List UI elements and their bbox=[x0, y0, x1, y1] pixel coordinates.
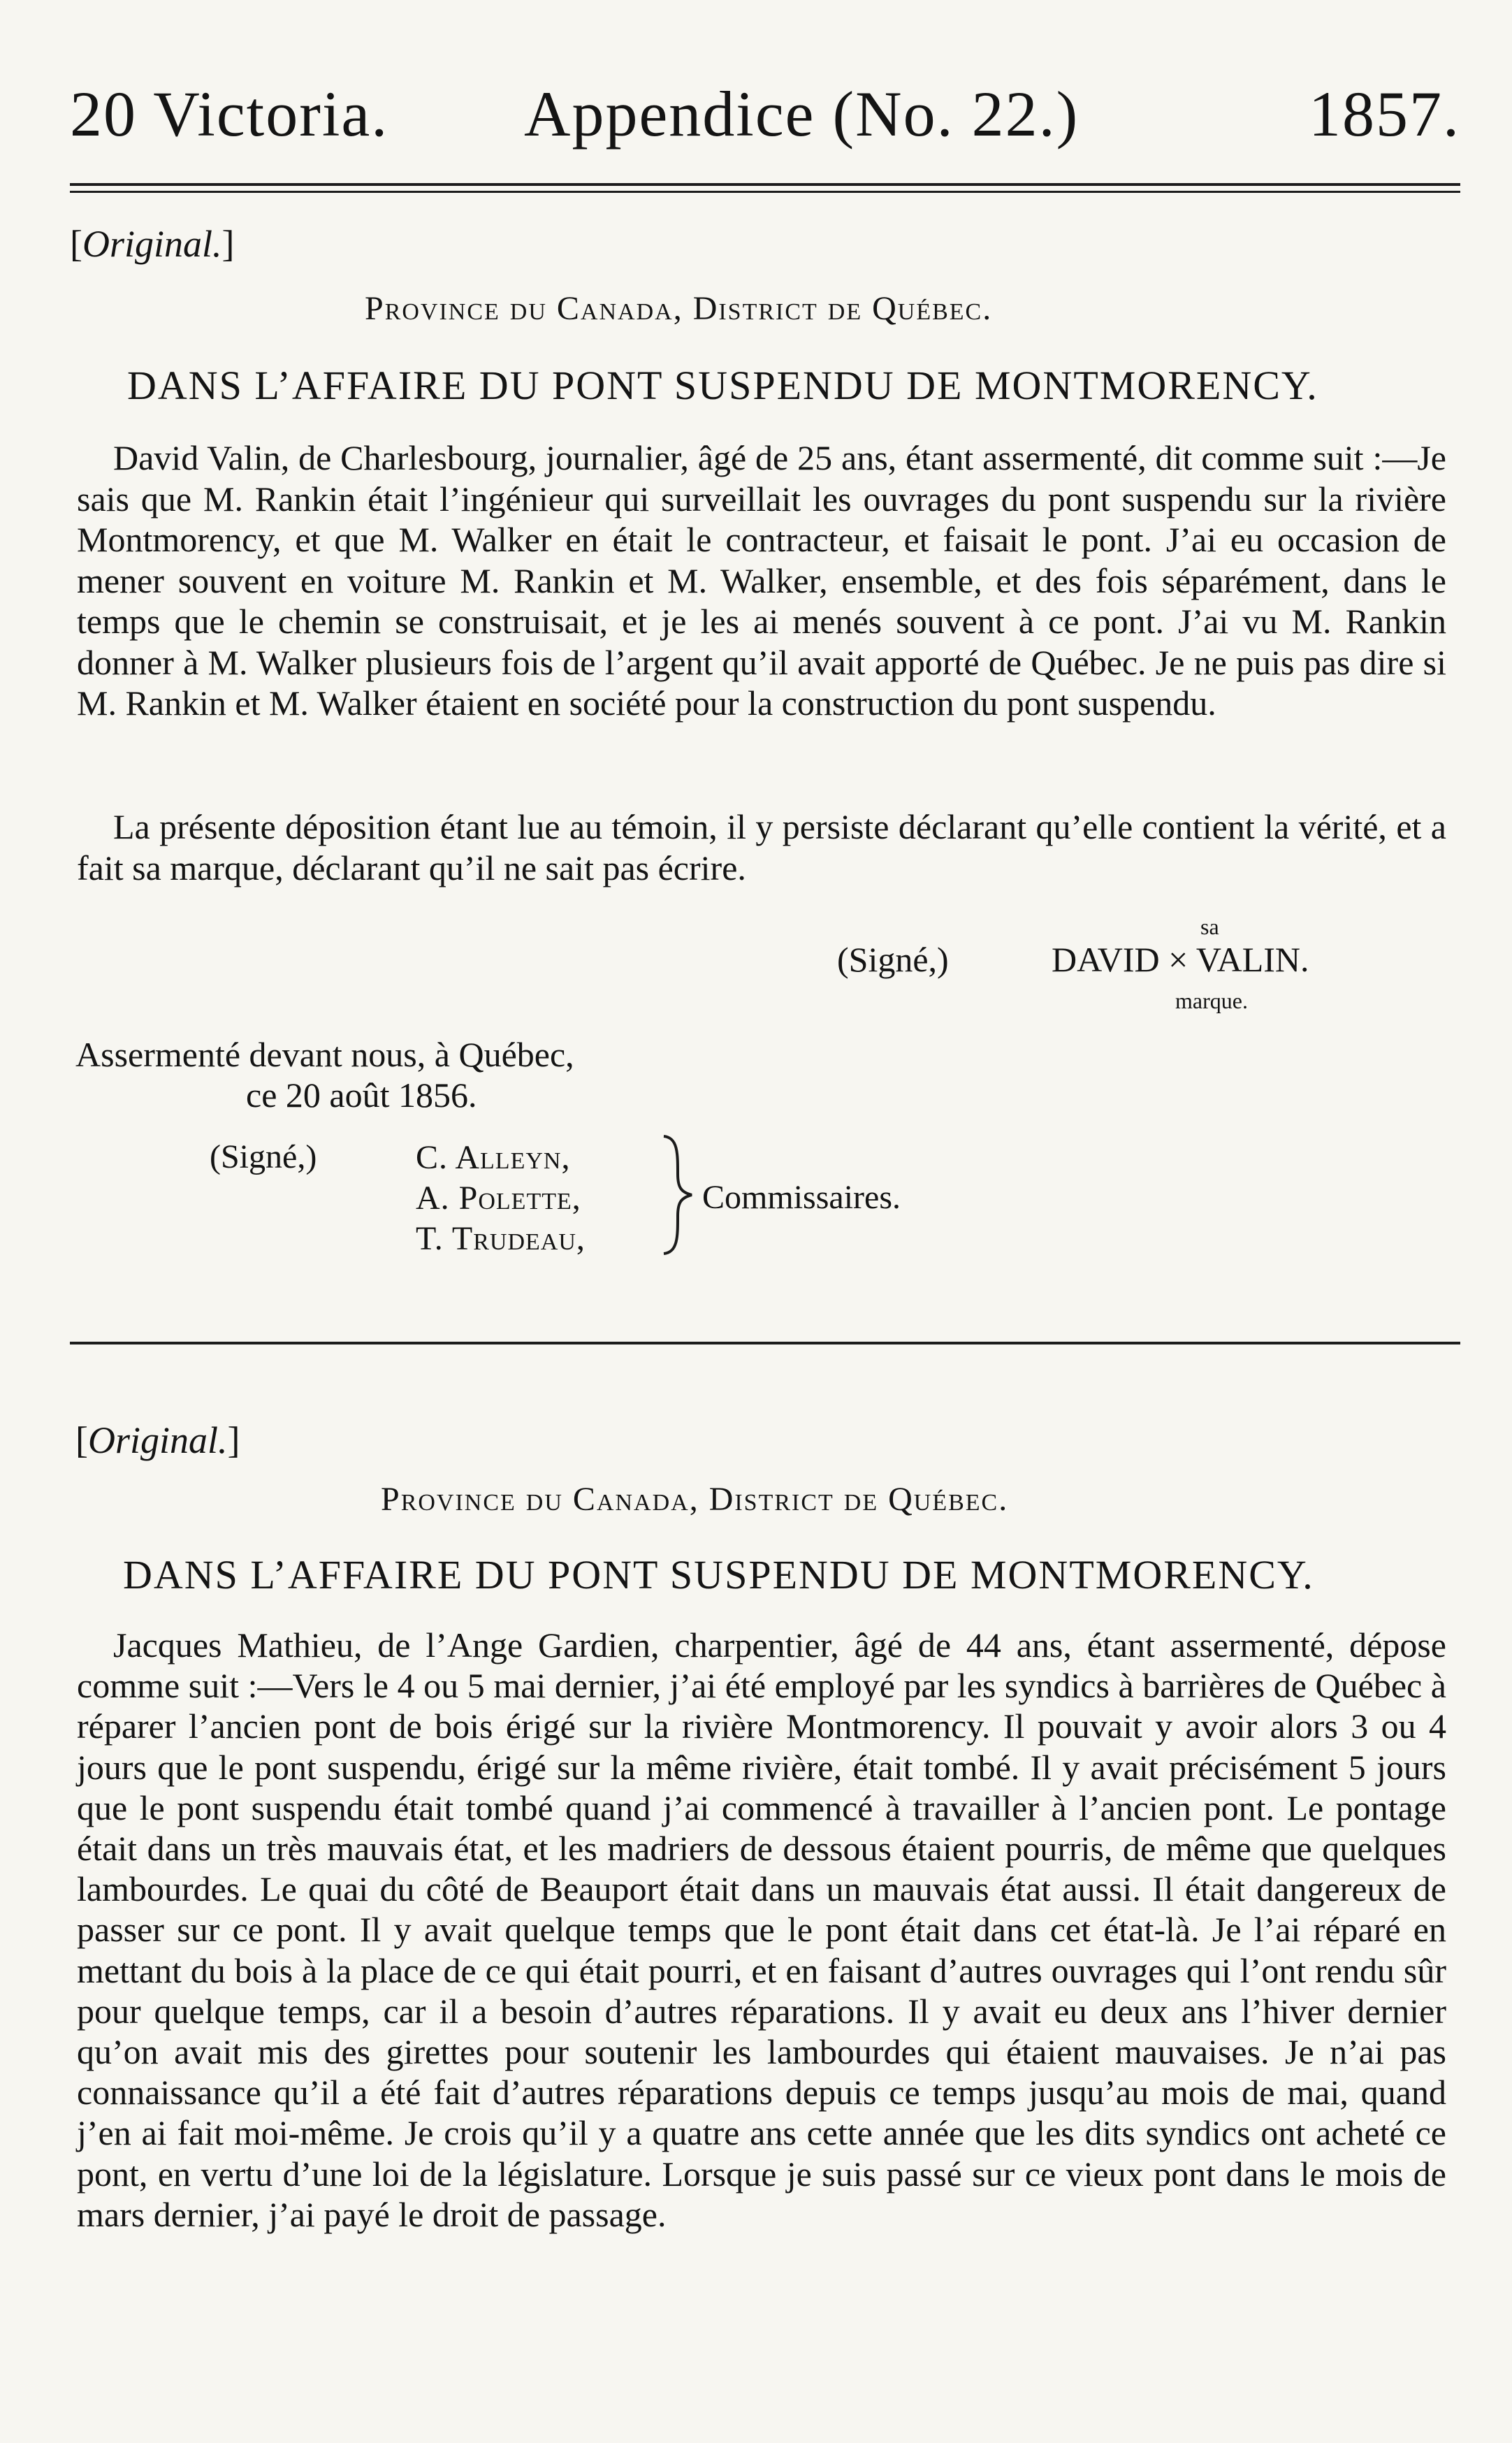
commissioners-signed-label: (Signé,) bbox=[210, 1138, 317, 1175]
running-header bbox=[70, 75, 1460, 152]
signed-label-1: (Signé,) bbox=[837, 940, 949, 979]
sworn-line-2: ce 20 août 1856. bbox=[246, 1075, 477, 1115]
original-label-2: [Original.] bbox=[75, 1419, 240, 1461]
original-label-1: [Original.] bbox=[70, 223, 235, 265]
province-line-2: Province du Canada, District de Québec. bbox=[381, 1481, 1009, 1518]
commissioner-alleyn: C. Alleyn, bbox=[416, 1139, 571, 1176]
closing-statement-1: La présente déposition étant lue au témoin, il y persiste déclarant qu’elle contient la vérité, et a fait sa marque, déclarant qu’il ne sait pas écrire. bbox=[77, 807, 1446, 887]
testimony-2: Jacques Mathieu, de l’Ange Gardien, charpentier, âgé de 44 ans, étant assermenté, dépose comme suit :—Vers le 4 ou 5 mai dernier, j’ai été employé par les syndics à barrières de Québec à réparer l’ancien pont de bois érigé sur la rivière Montmorency. Il pouvait y avoir alors 3 ou 4 jours que le pont suspendu, érigé sur la même rivière, était tombé. Il y avait précisément 5 jours que le pont suspendu était tombé quand j’ai commencé à travailler à l’ancien pont. Le pontage était dans un très mauvais état, et les madriers de dessous étaient pourris, de même que quelques lambourdes. Le quai du côté de Beauport était dans un mauvais état aussi. Il était dangereux de passer sur ce pont. Il y avait quelque temps que le pont était dans cet état-là. Je l’ai réparé en mettant du bois à la place de ce qui était pourri, et en faisant d’autres ouvrages qui l’ont rendu sûr pour quelque temps, car il a besoin d’autres réparations. Il y avait eu deux ans l’hiver dernier qu’on avait mis des girettes pour soutenir les lambourdes qui étaient mauvaises. Je n’ai pas connaissance qu’il a été fait d’autres réparations depuis ce temps jusqu’au mois de mai, quand j’en ai fait moi-même. Je crois qu’il y a quatre ans cette année que les dits syndics ont acheté ce pont, en vertu d’une loi de la législature. Lorsque je suis passé sur ce vieux pont dans le mois de mars dernier, j’ai payé le droit de passage. bbox=[77, 1625, 1446, 2234]
commissioners-block bbox=[210, 1132, 1048, 1272]
case-title-2: DANS L’AFFAIRE DU PONT SUSPENDU DE MONTMORENCY. bbox=[123, 1552, 1314, 1597]
commissioner-trudeau: T. Trudeau, bbox=[416, 1220, 586, 1257]
commissioners-names bbox=[416, 1138, 586, 1259]
case-title-1: DANS L’AFFAIRE DU PONT SUSPENDU DE MONTMORENCY. bbox=[127, 363, 1318, 408]
mark-marque: marque. bbox=[1175, 988, 1248, 1013]
header-reign: 20 Victoria. bbox=[70, 78, 389, 150]
header-year: 1857. bbox=[1309, 78, 1460, 150]
testimony-1: David Valin, de Charlesbourg, journalier, âgé de 25 ans, étant assermenté, dit comme suit :—Je sais que M. Rankin était l’ingénieur qui surveillait les ouvrages du pont suspendu sur la rivière Montmorency, et que M. Walker en était le contracteur, et faisait le pont. J’ai eu occasion de mener souvent en voiture M. Rankin et M. Walker, ensemble, et des fois séparément, dans le temps que le chemin se construisait, et je les ai menés souvent à ce pont. J’ai vu M. Rankin donner à M. Walker plusieurs fois de l’argent qu’il avait apporté de Québec. Je ne puis pas dire si M. Rankin et M. Walker étaient en société pour la construction du pont suspendu. bbox=[77, 438, 1446, 723]
commissioner-polette: A. Polette, bbox=[416, 1180, 581, 1217]
header-double-rule bbox=[70, 183, 1460, 193]
province-line-1: Province du Canada, District de Québec. bbox=[365, 290, 993, 327]
section-divider-rule bbox=[70, 1342, 1460, 1344]
commissioners-role: Commissaires. bbox=[702, 1179, 901, 1216]
sworn-line-1: Assermenté devant nous, à Québec, bbox=[75, 1035, 574, 1074]
mark-sa: sa bbox=[1200, 914, 1219, 939]
original-label-1-text: Original. bbox=[82, 223, 222, 265]
header-appendix: Appendice (No. 22.) bbox=[524, 78, 1080, 150]
original-label-2-text: Original. bbox=[87, 1419, 228, 1461]
signature-david-valin: DAVID × VALIN. bbox=[1052, 940, 1309, 979]
curly-brace-icon bbox=[657, 1132, 699, 1258]
